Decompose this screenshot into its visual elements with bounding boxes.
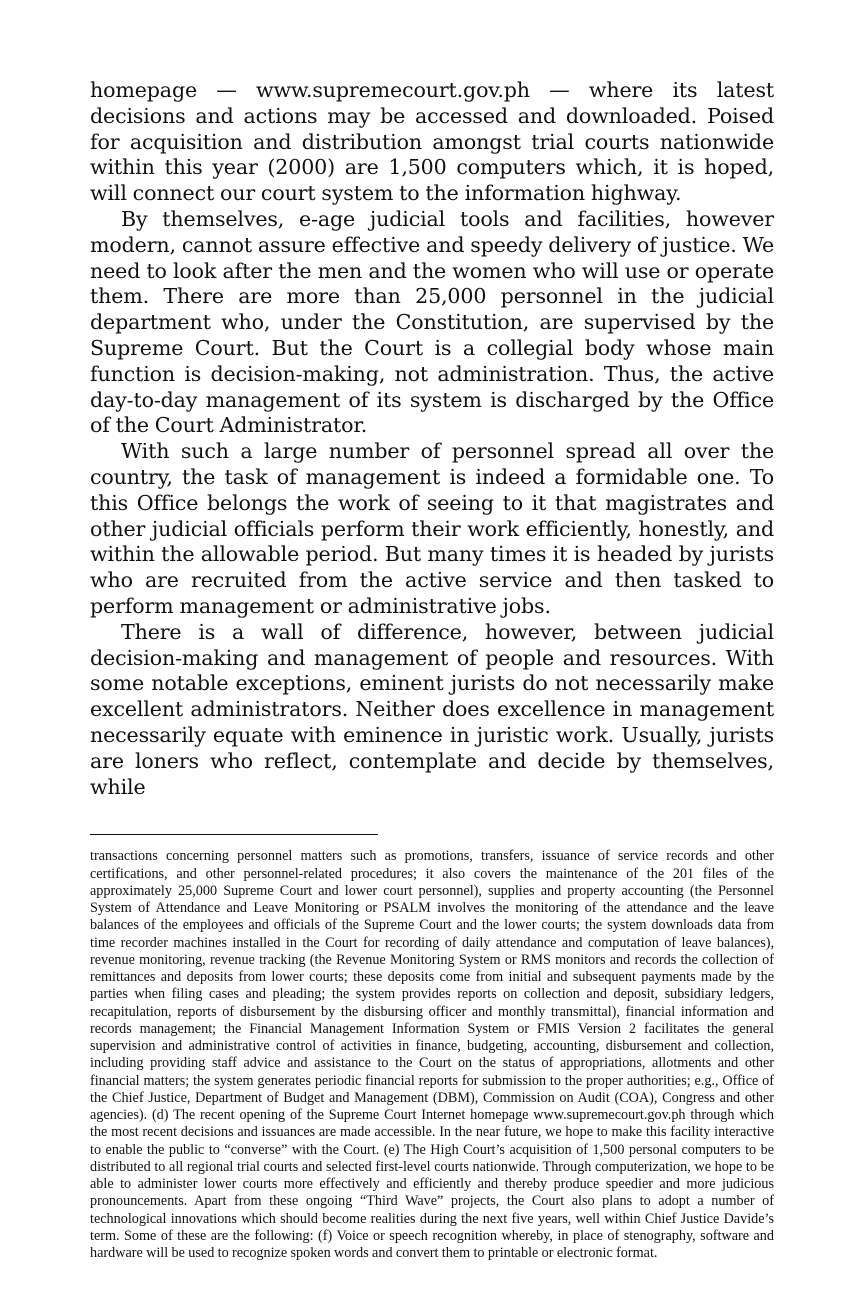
footnote-separator bbox=[90, 834, 378, 835]
body-text bbox=[90, 78, 774, 800]
paragraph-wall-of-difference: There is a wall of difference, however, between judicial decision-making and management of people and resources. With some notable exceptions, eminent jurists do not necessarily make excellent administrators. Neither does excellence in management necessarily equate with eminence in juristic work. Usually, jurists are loners who reflect, contemplate and decide by themselves, while bbox=[90, 619, 774, 799]
paragraph-management-task: With such a large number of personnel spread all over the country, the task of management is indeed a formidable one. To this Office belongs the work of seeing to it that magistrates and other judicial officials perform their work efficiently, honestly, and within the allowable period. But many times it is headed by jurists who are recruited from the active service and then tasked to perform management or administrative jobs. bbox=[90, 439, 774, 618]
footnote-text: transactions concerning personnel matters such as promotions, transfers, issuance of service records and other certifications, and other personnel-related procedures; it also covers the maintenance of the 201 files of the approximately 25,000 Supreme Court and lower court personnel), supplies and property accounting (the Personnel System of Attendance and Leave Monitoring or PSALM involves the monitoring of the attendance and the leave balances of the employees and officials of the Supreme Court and the lower courts; the system downloads data from time recorder machines installed in the Court for recording of daily attendance and computation of leave balances), revenue monitoring, revenue tracking (the Revenue Monitoring System or RMS monitors and records the collection of remittances and deposits from lower courts; these deposits come from initial and subsequent payments made by the parties when filing cases and pleading; the system provides reports on collection and deposit, subsidiary ledgers, recapitulation, reports of disbursement by the disbursing officer and monthly transmittal), financial information and records management; the Financial Management Information System or FMIS Version 2 facilitates the general supervision and administrative control of activities in finance, budgeting, accounting, disbursement and collection, including providing staff advice and assistance to the Court on the status of appropriations, allotments and other financial matters; the system generates periodic financial reports for submission to the proper authorities; e.g., Office of the Chief Justice, Department of Budget and Management (DBM), Commission on Audit (COA), Congress and other agencies). (d) The recent opening of the Supreme Court Internet homepage www.supremecourt.gov.ph through which the most recent decisions and issuances are made accessible. In the near future, we hope to make this facility interactive to enable the public to “converse” with the Court. (e) The High Court’s acquisition of 1,500 personal computers to be distributed to all regional trial courts and selected first-level courts nationwide. Through computerization, we hope to be able to administer lower courts more effectively and efficiently and thereby produce speedier and more judicious pronouncements. Apart from these ongoing “Third Wave” projects, the Court also plans to adopt a number of technological innovations which should become realities during the next five years, well within Chief Justice Davide’s term. Some of these are the following: (f) Voice or speech recognition whereby, in place of stenography, software and hardware will be used to recognize spoken words and convert them to printable or electronic format. bbox=[90, 848, 774, 1262]
paragraph-judicial-tools: By themselves, e-age judicial tools and facilities, however modern, cannot assure effective and speedy delivery of justice. We need to look after the men and the women who will use or operate them. There are more than 25,000 personnel in the judicial department who, under the Constitution, are supervised by the Supreme Court. But the Court is a collegial body whose main function is decision-making, not administration. Thus, the active day-to-day management of its system is discharged by the Office of the Court Administrator. bbox=[90, 206, 774, 438]
paragraph-continuation: homepage — www.supremecourt.gov.ph — where its latest decisions and actions may be accessed and downloaded. Poised for acquisition and distribution amongst trial courts nationwide within this year (2000) are 1,500 computers which, it is hoped, will connect our court system to the information highway. bbox=[90, 78, 774, 206]
document-page bbox=[90, 78, 774, 1262]
